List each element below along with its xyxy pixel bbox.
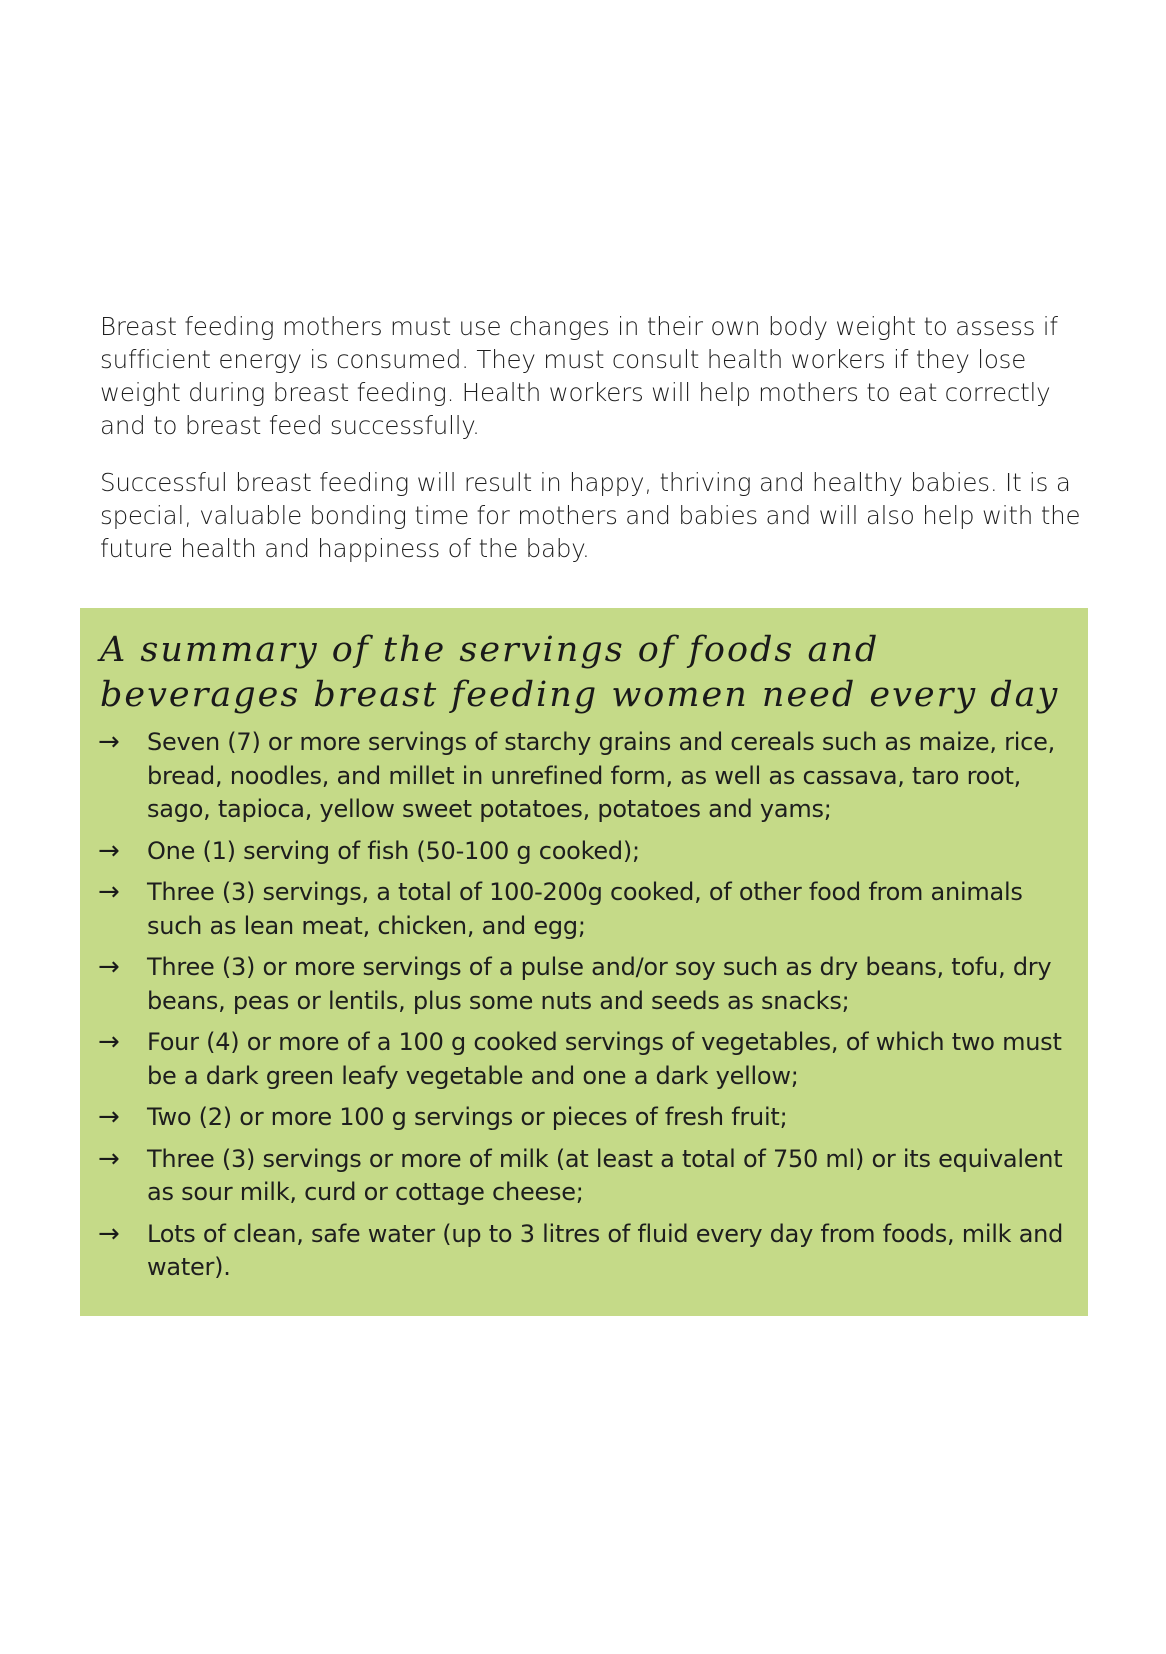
list-item	[80, 1101, 1088, 1135]
list-item-text: Seven (7) or more servings of starchy grains and cereals such as maize, rice, bread, noodles, and millet in unrefined form, as well as cassava, taro root, sago, tapioca, yellow sweet potatoes, potatoes and yams;	[147, 728, 1055, 823]
list-item	[80, 1143, 1088, 1210]
list-item	[80, 876, 1088, 943]
list-item	[80, 835, 1088, 869]
right-arrow-icon: →	[98, 1102, 120, 1132]
right-arrow-icon: →	[98, 952, 120, 982]
summary-list	[80, 726, 1088, 1293]
right-arrow-icon: →	[98, 1143, 120, 1174]
right-arrow-icon: →	[98, 877, 120, 907]
right-arrow-icon: →	[98, 727, 120, 757]
right-arrow-icon: →	[98, 1218, 120, 1249]
list-item-text: Three (3) servings, a total of 100-200g cooked, of other food from animals such as lean meat, chicken, and egg;	[147, 878, 1023, 940]
summary-box	[80, 608, 1088, 1316]
right-arrow-icon: →	[98, 1027, 120, 1057]
list-item-text: Two (2) or more 100 g servings or pieces of fresh fruit;	[147, 1103, 788, 1131]
list-item-text: Three (3) servings or more of milk (at least a total of 750 ml) or its equivalent as sour milk, curd or cottage cheese;	[147, 1144, 1063, 1206]
list-item	[80, 1026, 1088, 1093]
list-item	[80, 1218, 1088, 1285]
list-item	[80, 951, 1088, 1018]
right-arrow-icon: →	[98, 835, 120, 866]
list-item-text: Four (4) or more of a 100 g cooked servings of vegetables, of which two must be a dark green leafy vegetable and one a dark yellow;	[147, 1028, 1062, 1090]
list-item	[80, 726, 1088, 827]
intro-paragraph-1: Breast feeding mothers must use changes in their own body weight to assess if sufficient energy is consumed. They must consult health workers if they lose weight during breast feeding. Health workers will help mothers to eat correctly and to breast feed successfully.	[100, 312, 1058, 440]
summary-title: A summary of the servings of foods and beverages breast feeding women need every day	[100, 630, 1060, 715]
list-item-text: One (1) serving of fish (50-100 g cooked);	[147, 836, 640, 865]
list-item-text: Lots of clean, safe water (up to 3 litres of fluid every day from foods, milk and water).	[147, 1219, 1064, 1281]
intro-paragraph-2: Successful breast feeding will result in happy, thriving and healthy babies. It is a special, valuable bonding time for mothers and babies and will also help with the future health and happiness of the baby.	[100, 468, 1081, 563]
list-item-text: Three (3) or more servings of a pulse and/or soy such as dry beans, tofu, dry beans, peas or lentils, plus some nuts and seeds as snacks;	[147, 953, 1052, 1015]
